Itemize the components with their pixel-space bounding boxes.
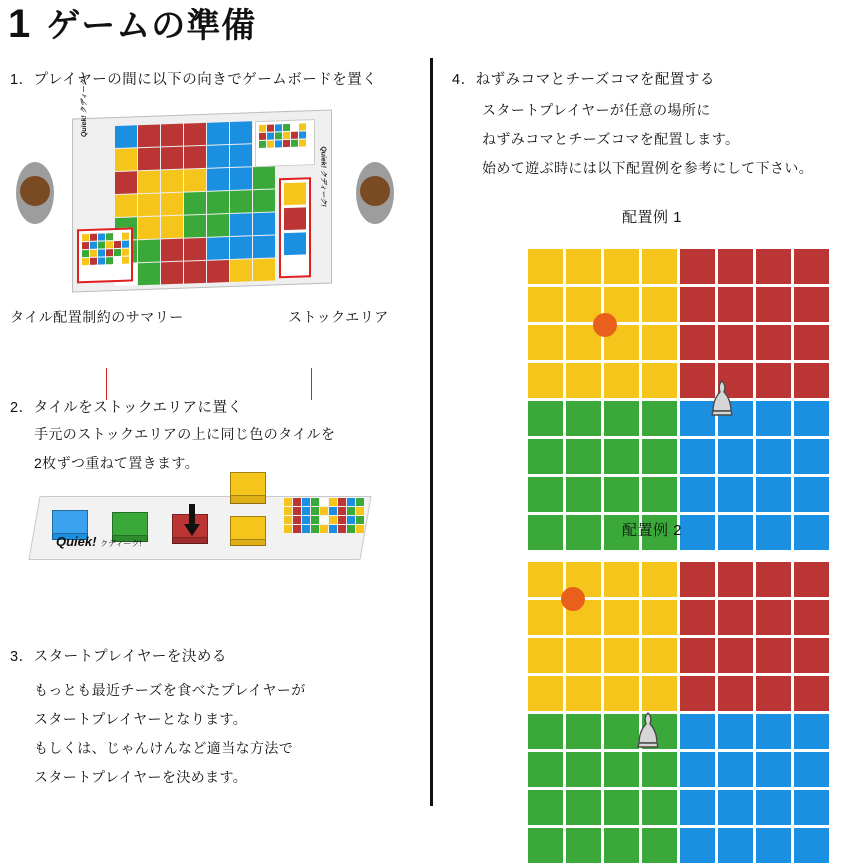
stock-mini-swatch — [320, 507, 328, 515]
stock-mini-swatch — [356, 516, 364, 524]
board-cell — [161, 170, 183, 193]
stock-mini-swatch — [347, 516, 355, 524]
figure2-cell — [793, 827, 830, 864]
board-cell — [230, 259, 252, 282]
step4-body — [482, 100, 813, 178]
figure2-cell — [603, 561, 640, 598]
figure1-cell — [717, 438, 754, 475]
step3-line-4: スタートプレイヤーを決めます。 — [34, 769, 248, 785]
board-cell — [184, 123, 206, 146]
summary-swatches — [79, 229, 131, 268]
board-cell — [115, 125, 137, 148]
step4-line-3: 始めて遊ぶ時には以下配置例を参考にして下さい。 — [482, 160, 814, 176]
figure2-cell — [679, 637, 716, 674]
figure2-cell — [679, 827, 716, 864]
figure1-cell — [527, 362, 564, 399]
board-cell — [138, 170, 160, 193]
figure1-cell — [641, 476, 678, 513]
summary-swatch — [122, 233, 129, 240]
mini-palette-swatch — [267, 140, 274, 147]
stock-mini-swatch — [347, 525, 355, 533]
board-cell — [138, 147, 160, 170]
figure1-cell — [565, 438, 602, 475]
step3-body — [34, 680, 306, 787]
board-cell — [207, 145, 229, 168]
stock-mini-swatch — [284, 498, 292, 506]
board-cell — [115, 194, 137, 217]
step3-line-3: もしくは、じゃんけんなど適当な方法で — [34, 740, 294, 756]
stock-placement-illustration — [34, 490, 374, 568]
tile-stack-yellow-floating — [230, 472, 264, 502]
figure2-cell — [717, 675, 754, 712]
figure1-cell — [679, 324, 716, 361]
figure2-cell — [527, 789, 564, 826]
figure2-cell — [527, 637, 564, 674]
stock-mini-swatch — [320, 516, 328, 524]
mini-palette-swatch — [291, 140, 298, 147]
figure1-cell — [679, 286, 716, 323]
figure1-cell — [527, 438, 564, 475]
figure2-cell — [755, 751, 792, 788]
board-cell — [207, 260, 229, 283]
stock-mini-swatch — [302, 516, 310, 524]
figure1-cell — [755, 286, 792, 323]
figure1-cell — [717, 476, 754, 513]
board-logo-right: Quiek! クディーク! — [319, 146, 326, 207]
figure2-cell — [603, 827, 640, 864]
step2-line-2: 2枚ずつ重ねて置きます。 — [34, 455, 200, 471]
figure1-cell — [565, 362, 602, 399]
board-grid — [115, 120, 275, 286]
figure2-cell — [565, 789, 602, 826]
player-head-icon — [360, 176, 390, 206]
figure2-cell — [641, 789, 678, 826]
figure2-cell — [793, 675, 830, 712]
board-cell — [184, 192, 206, 215]
board-logo-left: Quiek! クディーク! — [81, 76, 88, 138]
figure2-cell — [641, 675, 678, 712]
figure2-cell — [717, 637, 754, 674]
summary-swatch — [122, 257, 129, 264]
stock-mini-swatch — [338, 498, 346, 506]
mouse-piece-figure1 — [593, 313, 617, 337]
figure2-cell — [717, 599, 754, 636]
figure2-cell — [527, 751, 564, 788]
summary-swatch — [82, 258, 89, 265]
cheese-piece-figure1 — [709, 380, 735, 416]
figure1-title: 配置例 1 — [621, 209, 682, 226]
stock-mini-swatch — [302, 507, 310, 515]
stock-mini-swatch — [329, 498, 337, 506]
caption-stock-area: ストックエリア — [288, 309, 389, 325]
stock-mini-swatch — [338, 507, 346, 515]
figure2-cell — [641, 637, 678, 674]
mini-palette-swatch — [291, 132, 298, 139]
board-cell — [161, 124, 183, 147]
column-divider — [430, 58, 433, 806]
summary-swatch — [122, 249, 129, 256]
stock-mini-swatch — [320, 525, 328, 533]
mini-palette-swatch — [267, 132, 274, 139]
figure1-cell — [717, 324, 754, 361]
summary-swatch — [98, 257, 105, 264]
summary-swatch — [106, 257, 113, 264]
board-cell — [230, 236, 252, 259]
step3-heading: 3．スタートプレイヤーを決める — [10, 649, 227, 665]
board-cell — [184, 238, 206, 261]
figure1-cell — [527, 476, 564, 513]
figure2-cell — [679, 675, 716, 712]
stock-mini-swatch — [293, 525, 301, 533]
board-cell — [138, 262, 160, 285]
figure2-cell — [641, 827, 678, 864]
player-head-icon — [20, 176, 50, 206]
figure2-cell — [527, 713, 564, 750]
board-cell — [138, 124, 160, 147]
stock-mini-swatch — [284, 525, 292, 533]
summary-area-highlight — [77, 227, 133, 283]
stock-mini-swatch — [338, 525, 346, 533]
figure1-cell — [793, 400, 830, 437]
board-cell — [161, 147, 183, 170]
figure2-cell — [527, 599, 564, 636]
figure1-cell — [603, 400, 640, 437]
stock-mini-swatch — [356, 525, 364, 533]
stock-mini-swatch — [311, 525, 319, 533]
mini-palette-swatch — [275, 132, 282, 139]
step2-body — [34, 424, 335, 473]
step4-line-1: スタートプレイヤーが任意の場所に — [482, 102, 711, 118]
figure2-cell — [603, 637, 640, 674]
figure2-cell — [793, 561, 830, 598]
summary-swatch — [106, 249, 113, 256]
board-cell — [207, 237, 229, 260]
figure1-cell — [679, 438, 716, 475]
board-cell — [253, 166, 275, 189]
figure2-cell — [565, 827, 602, 864]
mini-palette-swatch — [259, 141, 266, 148]
board-cell — [161, 216, 183, 239]
figure2-cell — [565, 751, 602, 788]
mini-palette-swatch — [267, 124, 274, 131]
stock-board-logo — [56, 534, 142, 549]
figure2-cell — [679, 751, 716, 788]
figure2-cell — [641, 599, 678, 636]
stock-tile-blue — [284, 232, 306, 255]
board-cell — [184, 261, 206, 284]
figure1-cell — [641, 362, 678, 399]
board-cell — [138, 193, 160, 216]
board-cell — [230, 190, 252, 213]
figure1-cell — [641, 248, 678, 285]
stock-mini-swatch — [284, 507, 292, 515]
figure2-cell — [793, 789, 830, 826]
mini-palette-swatch — [299, 131, 306, 138]
mini-palette-swatch — [299, 123, 306, 130]
figure2-cell — [755, 599, 792, 636]
figure2-cell — [527, 675, 564, 712]
figure1-cell — [565, 400, 602, 437]
step3-line-2: スタートプレイヤーとなります。 — [34, 711, 248, 727]
stock-mini-swatch — [356, 498, 364, 506]
figure2-cell — [755, 637, 792, 674]
board-cell — [138, 239, 160, 262]
board-cell — [207, 122, 229, 145]
summary-swatch — [122, 241, 129, 248]
stock-mini-swatch — [329, 507, 337, 515]
stock-mini-swatch — [329, 516, 337, 524]
figure1-cell — [793, 324, 830, 361]
mini-palette-swatch — [259, 125, 266, 132]
summary-swatch — [90, 258, 97, 265]
board-cell — [207, 168, 229, 191]
summary-swatch — [82, 242, 89, 249]
stock-mini-swatch — [311, 498, 319, 506]
figure1-cell — [755, 476, 792, 513]
stock-mini-swatch — [293, 516, 301, 524]
board-cell — [230, 121, 252, 144]
summary-swatch — [90, 242, 97, 249]
figure1-cell — [793, 438, 830, 475]
figure1-cell — [793, 362, 830, 399]
board-cell — [161, 239, 183, 262]
summary-swatch — [82, 250, 89, 257]
tile-stack-yellow-target — [230, 514, 264, 544]
step2-line-1: 手元のストックエリアの上に同じ色のタイルを — [34, 426, 336, 442]
summary-swatch — [114, 257, 121, 264]
board-cell — [115, 171, 137, 194]
figure1-cell — [755, 400, 792, 437]
figure1-cell — [755, 324, 792, 361]
summary-swatch — [98, 233, 105, 240]
figure2-cell — [565, 713, 602, 750]
figure2-cell — [641, 561, 678, 598]
figure1-grid — [527, 248, 830, 551]
figure1-cell — [793, 248, 830, 285]
summary-swatch — [90, 250, 97, 257]
stock-mini-swatch — [293, 507, 301, 515]
figure2-cell — [527, 561, 564, 598]
summary-swatch — [98, 241, 105, 248]
stock-board-logo-sub: クディーク! — [100, 539, 142, 548]
stock-mini-swatch — [311, 507, 319, 515]
figure2-cell — [641, 751, 678, 788]
stock-board-logo-main: Quiek! — [56, 534, 97, 549]
figure2-cell — [755, 789, 792, 826]
board-cell — [184, 169, 206, 192]
board-cell — [184, 146, 206, 169]
figure1-cell — [755, 248, 792, 285]
figure2-cell — [603, 675, 640, 712]
summary-swatch — [106, 241, 113, 248]
figure2-cell — [717, 561, 754, 598]
figure1-cell — [641, 324, 678, 361]
figure2-cell — [793, 637, 830, 674]
board-cell — [253, 189, 275, 212]
figure1-cell — [755, 362, 792, 399]
figure2-cell — [755, 561, 792, 598]
figure1-cell — [565, 248, 602, 285]
board-cell — [161, 193, 183, 216]
mini-palette-swatch — [259, 133, 266, 140]
figure2-cell — [603, 599, 640, 636]
figure2-cell — [527, 827, 564, 864]
chapter-number: 1 — [8, 2, 31, 46]
board-cell — [230, 167, 252, 190]
step1-heading: 1．プレイヤーの間に以下の向きでゲームボードを置く — [10, 72, 378, 88]
mini-palette-swatch — [283, 140, 290, 147]
stock-mini-swatch — [347, 498, 355, 506]
figure2-cell — [679, 561, 716, 598]
stock-tile-red — [284, 207, 306, 230]
stock-mini-swatch — [320, 498, 328, 506]
step2-heading: 2．タイルをストックエリアに置く — [10, 400, 243, 416]
figure2-cell — [755, 713, 792, 750]
step4-line-2: ねずみコマとチーズコマを配置します。 — [482, 131, 740, 147]
figure1-cell — [603, 438, 640, 475]
figure1-cell — [793, 476, 830, 513]
figure2-cell — [565, 637, 602, 674]
figure2-cell — [679, 713, 716, 750]
board-cell — [207, 214, 229, 237]
mini-palette-swatch — [299, 139, 306, 146]
stock-area-highlight — [279, 177, 311, 278]
board-cell — [138, 216, 160, 239]
figure2-cell — [603, 789, 640, 826]
figure1-cell — [603, 476, 640, 513]
stock-mini-swatch — [338, 516, 346, 524]
figure1-cell — [717, 286, 754, 323]
figure2-title: 配置例 2 — [621, 522, 682, 539]
mini-palette-swatch — [283, 132, 290, 139]
summary-swatch — [106, 233, 113, 240]
figure1-cell — [527, 248, 564, 285]
figure1-cell — [565, 476, 602, 513]
mouse-piece-figure2 — [561, 587, 585, 611]
mini-palette-swatch — [275, 140, 282, 147]
player-token-left — [16, 162, 54, 224]
mini-palette-swatch — [275, 124, 282, 131]
figure1-cell — [755, 438, 792, 475]
figure1-cell — [793, 286, 830, 323]
step4-heading: 4．ねずみコマとチーズコマを配置する — [452, 72, 715, 88]
board-cell — [115, 148, 137, 171]
summary-swatch — [114, 233, 121, 240]
figure1-cell — [527, 286, 564, 323]
figure1-cell — [527, 400, 564, 437]
summary-swatch — [114, 241, 121, 248]
figure1-cell — [641, 400, 678, 437]
stock-mini-swatches — [284, 498, 374, 533]
step3-line-1: もっとも最近チーズを食べたプレイヤーが — [34, 682, 306, 698]
figure1-cell — [679, 248, 716, 285]
figure2-cell — [565, 675, 602, 712]
board-mini-palette — [255, 119, 315, 167]
figure2-cell — [793, 751, 830, 788]
figure2-cell — [717, 789, 754, 826]
summary-swatch — [98, 249, 105, 256]
board-cell — [230, 213, 252, 236]
figure2-cell — [793, 713, 830, 750]
board-cell — [207, 191, 229, 214]
board-cell — [184, 215, 206, 238]
caption-summary: タイル配置制約のサマリー — [10, 309, 184, 325]
figure1-cell — [603, 248, 640, 285]
figure1-cell — [527, 324, 564, 361]
stock-mini-board — [284, 498, 374, 552]
stock-mini-swatch — [302, 525, 310, 533]
summary-swatch — [90, 234, 97, 241]
board-cell — [253, 212, 275, 235]
figure2-cell — [603, 751, 640, 788]
board-cell — [161, 262, 183, 285]
stock-mini-swatch — [311, 516, 319, 524]
stock-mini-swatch — [293, 498, 301, 506]
figure2-cell — [755, 827, 792, 864]
summary-swatch — [114, 249, 121, 256]
mini-palette-swatches — [256, 120, 314, 151]
figure2-cell — [717, 827, 754, 864]
summary-swatch — [82, 234, 89, 241]
figure1-cell — [679, 476, 716, 513]
stock-mini-swatch — [284, 516, 292, 524]
figure1-cell — [717, 248, 754, 285]
figure2-cell — [717, 751, 754, 788]
stock-tile-yellow — [284, 182, 306, 205]
leader-line-stock — [311, 368, 312, 400]
figure2-cell — [679, 599, 716, 636]
board-cell — [253, 258, 275, 281]
stock-mini-swatch — [347, 507, 355, 515]
stock-mini-swatch — [356, 507, 364, 515]
board-cell — [230, 144, 252, 167]
figure2-cell — [793, 599, 830, 636]
stock-mini-swatch — [329, 525, 337, 533]
figure1-cell — [641, 286, 678, 323]
page-title: ゲームの準備 — [46, 7, 257, 45]
cheese-piece-figure2 — [635, 712, 661, 748]
figure2-cell — [755, 675, 792, 712]
figure1-cell — [641, 438, 678, 475]
board-cell — [253, 235, 275, 258]
figure2-cell — [679, 789, 716, 826]
figure1-cell — [603, 362, 640, 399]
player-token-right — [356, 162, 394, 224]
mini-palette-swatch — [283, 124, 290, 131]
figure2-cell — [717, 713, 754, 750]
stock-mini-swatch — [302, 498, 310, 506]
page-header — [8, 4, 256, 44]
mini-palette-swatch — [291, 124, 298, 131]
